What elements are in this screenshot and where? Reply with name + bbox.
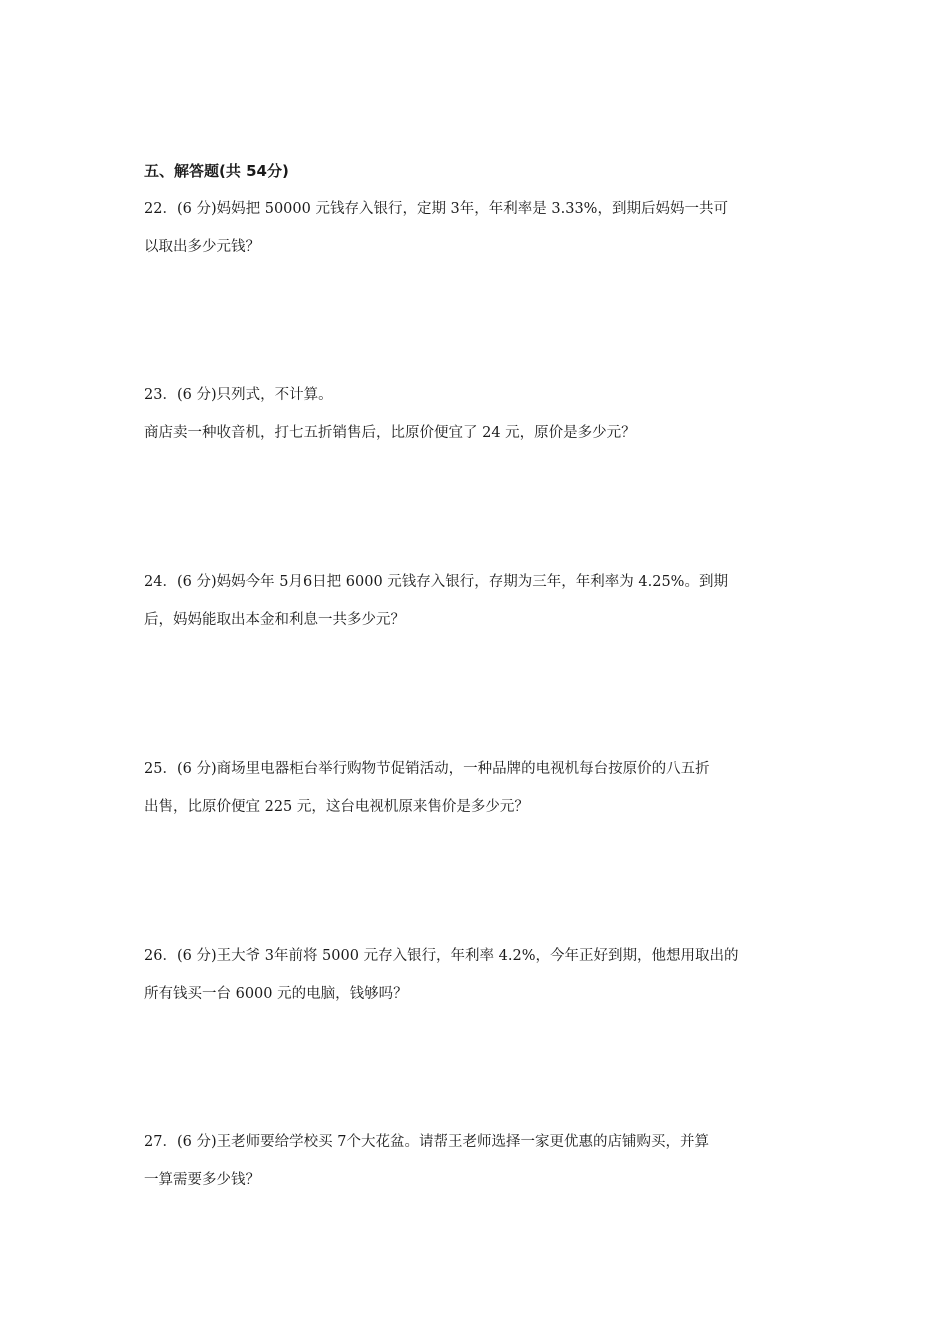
question-line bbox=[144, 571, 804, 609]
question-line bbox=[144, 198, 804, 236]
question-text: 一算需要多少钱？ bbox=[144, 1172, 260, 1188]
question-line bbox=[144, 1169, 804, 1207]
question-number: 24．(6 分) bbox=[144, 574, 217, 590]
question-line bbox=[144, 945, 804, 983]
question-line bbox=[144, 384, 804, 422]
question-number: 25．(6 分) bbox=[144, 761, 217, 777]
question-text: 王大爷 3年前将 5000 元存入银行，年利率 4.2%，今年正好到期，他想用取出的 bbox=[216, 948, 739, 964]
question-line bbox=[144, 758, 804, 796]
question-line bbox=[144, 422, 804, 460]
section-heading: 五、解答题(共 54分) bbox=[144, 162, 289, 180]
question-line bbox=[144, 609, 804, 647]
question-number: 26．(6 分) bbox=[144, 948, 217, 964]
question-23 bbox=[144, 384, 804, 460]
question-text: 王老师要给学校买 7个大花盆。请帮王老师选择一家更优惠的店铺购买，并算 bbox=[216, 1134, 709, 1150]
question-number: 27．(6 分) bbox=[144, 1134, 217, 1150]
question-number: 23．(6 分) bbox=[144, 387, 217, 403]
question-text: 只列式，不计算。 bbox=[216, 387, 333, 403]
question-25 bbox=[144, 758, 804, 834]
question-24 bbox=[144, 571, 804, 647]
question-text: 妈妈把 50000 元钱存入银行，定期 3年，年利率是 3.33%，到期后妈妈一共可 bbox=[216, 201, 728, 217]
question-text: 所有钱买一台 6000 元的电脑，钱够吗？ bbox=[144, 986, 408, 1002]
question-text: 商场里电器柜台举行购物节促销活动，一种品牌的电视机每台按原价的八五折 bbox=[216, 761, 710, 777]
question-line bbox=[144, 236, 804, 274]
question-line bbox=[144, 983, 804, 1021]
question-line bbox=[144, 796, 804, 834]
question-text: 后，妈妈能取出本金和利息一共多少元？ bbox=[144, 612, 405, 628]
question-text: 出售，比原价便宜 225 元，这台电视机原来售价是多少元？ bbox=[144, 799, 529, 815]
question-text: 商店卖一种收音机，打七五折销售后，比原价便宜了 24 元，原价是多少元？ bbox=[144, 425, 636, 441]
question-26 bbox=[144, 945, 804, 1021]
question-27 bbox=[144, 1131, 804, 1207]
question-number: 22．(6 分) bbox=[144, 201, 217, 217]
question-22 bbox=[144, 198, 804, 274]
question-line bbox=[144, 1131, 804, 1169]
question-text: 以取出多少元钱？ bbox=[144, 239, 260, 255]
question-text: 妈妈今年 5月6日把 6000 元钱存入银行，存期为三年，年利率为 4.25%。到期 bbox=[216, 574, 728, 590]
